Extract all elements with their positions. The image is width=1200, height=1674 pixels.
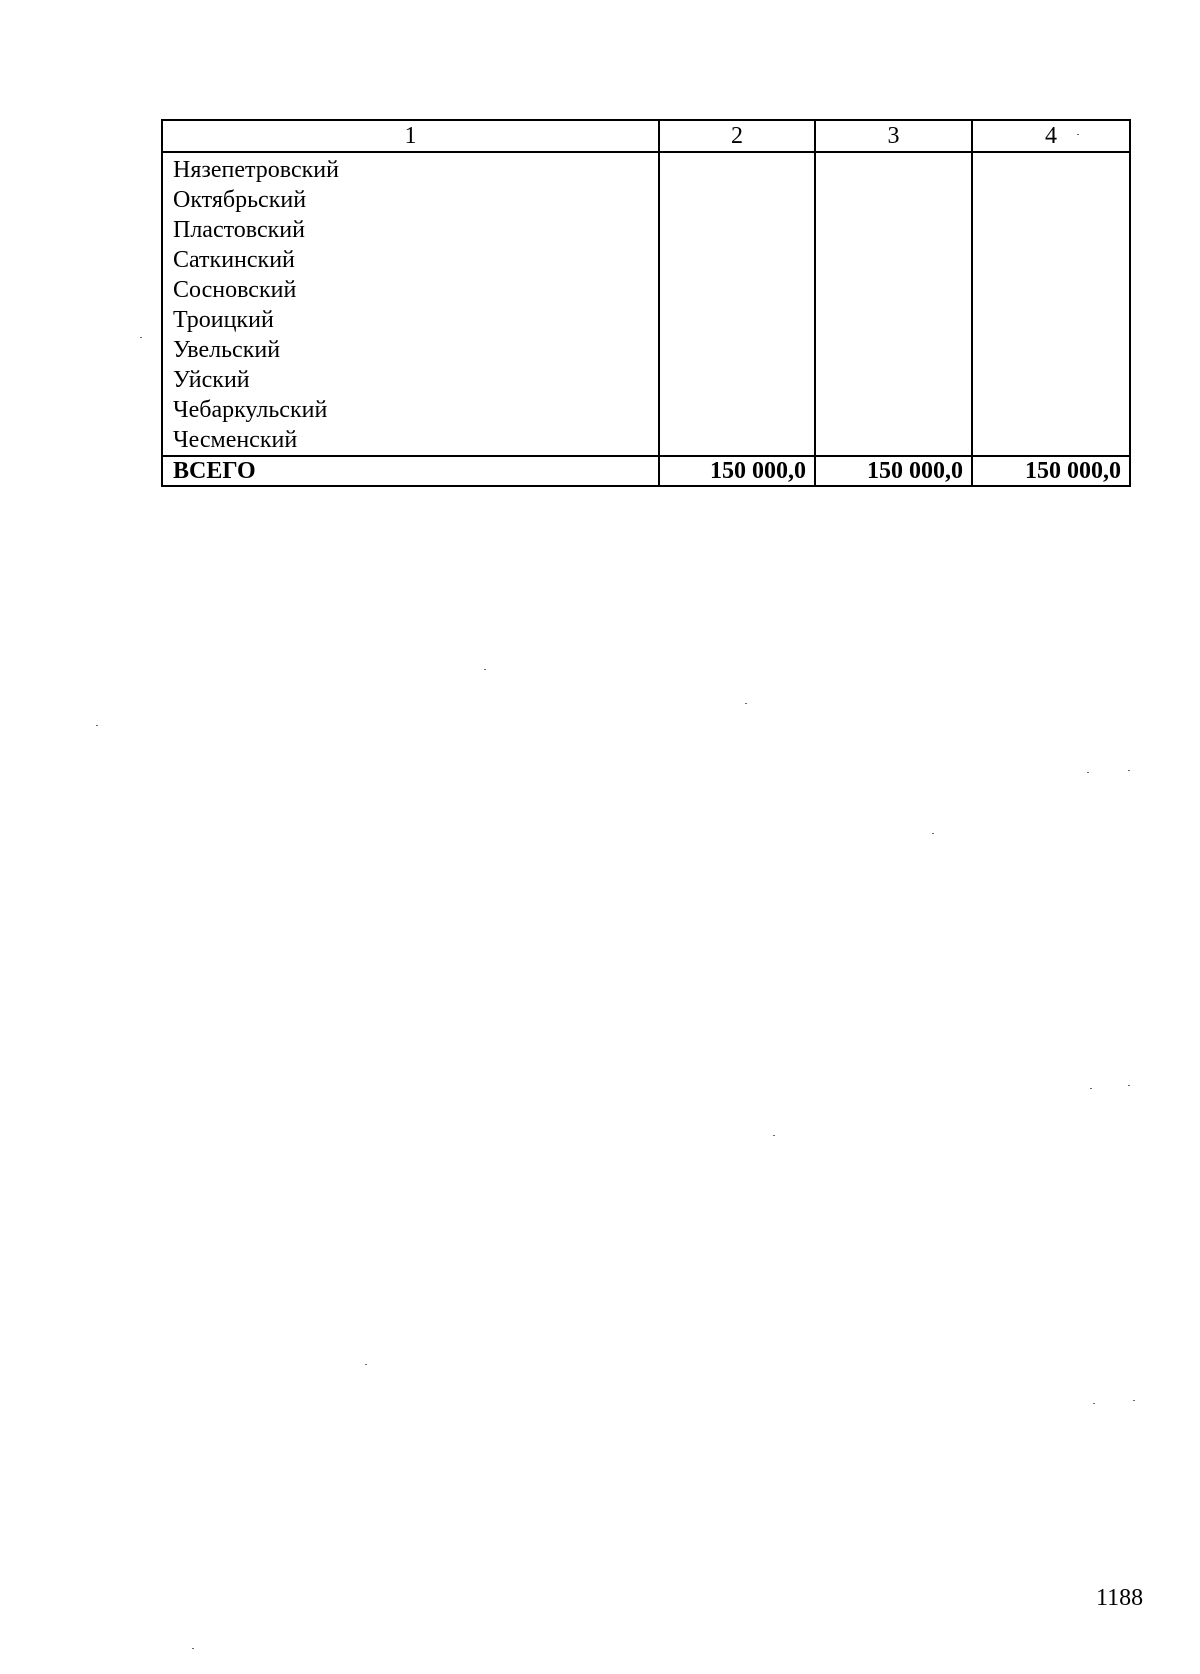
- scan-speck: [1133, 1400, 1135, 1401]
- scan-speck: [1077, 134, 1079, 135]
- page-number: 1188: [1096, 1585, 1144, 1611]
- value-column-empty-cell: [815, 152, 972, 456]
- column-number-row: [162, 120, 1130, 152]
- district-rows-block: [162, 152, 1130, 456]
- total-value: 150 000,0: [659, 456, 815, 486]
- scan-speck: [1087, 772, 1089, 773]
- district-name: Троицкий: [173, 307, 274, 333]
- scan-speck: [1090, 1088, 1092, 1089]
- scan-speck: [140, 337, 142, 338]
- allocation-table: [161, 119, 1131, 487]
- district-names-cell: [162, 152, 659, 456]
- district-name: Чесменский: [173, 427, 298, 453]
- column-number-header: 3: [815, 120, 972, 152]
- district-name: Чебаркульский: [173, 397, 328, 423]
- value-column-empty-cell: [659, 152, 815, 456]
- district-name: Увельский: [173, 337, 281, 363]
- scan-speck: [1128, 1085, 1130, 1086]
- scan-speck: [1093, 1403, 1095, 1404]
- district-name: Саткинский: [173, 247, 295, 273]
- scan-speck: [932, 833, 934, 834]
- column-number-header: 1: [162, 120, 659, 152]
- column-number-header: 2: [659, 120, 815, 152]
- scan-speck: [96, 725, 98, 726]
- total-value: 150 000,0: [972, 456, 1130, 486]
- scan-speck: [365, 1364, 367, 1365]
- district-name: Уйский: [173, 367, 250, 393]
- scan-speck: [745, 703, 747, 704]
- district-name: Сосновский: [173, 277, 297, 303]
- total-value: 150 000,0: [815, 456, 972, 486]
- column-number-header: 4: [972, 120, 1130, 152]
- total-row: [162, 456, 1130, 486]
- total-label: ВСЕГО: [162, 456, 659, 486]
- district-name: Нязепетровский: [173, 157, 339, 183]
- scan-speck: [484, 669, 486, 670]
- district-name: Пластовский: [173, 217, 305, 243]
- value-column-empty-cell: [972, 152, 1130, 456]
- district-name: Октябрьский: [173, 187, 307, 213]
- scan-speck: [192, 1648, 194, 1649]
- scan-speck: [773, 1135, 775, 1136]
- scan-speck: [1128, 770, 1130, 771]
